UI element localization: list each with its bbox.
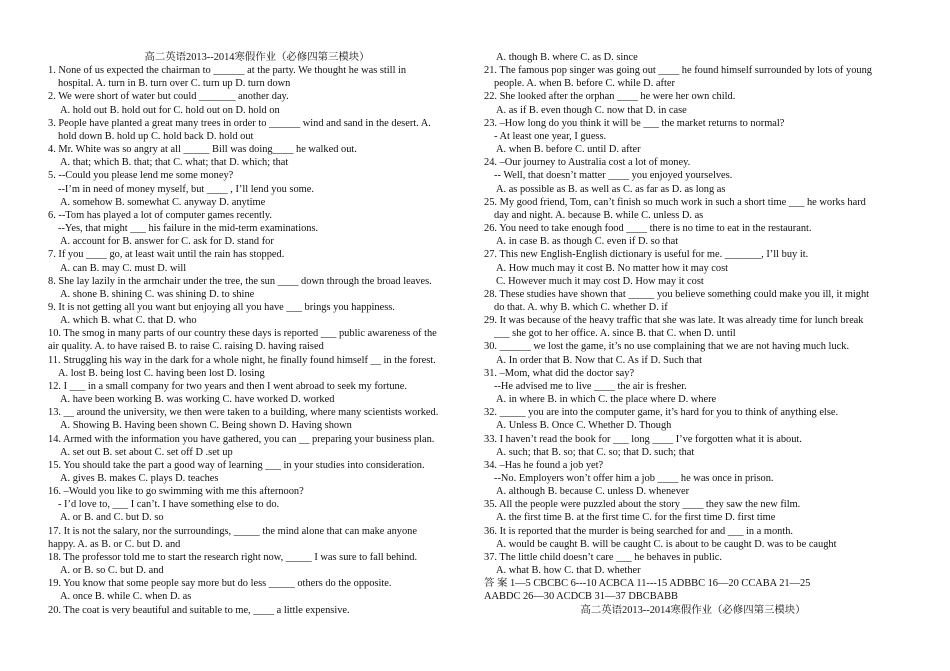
question-line: 9. It is not getting all you want but enjoying all you have ___ brings you happiness.	[48, 301, 395, 313]
question-line: A. In order that B. Now that C. As if D. Such that	[496, 354, 703, 366]
question-line: 29. It was because of the heavy traffic that she was late. It was already time for lunch break	[484, 315, 864, 327]
question-line: 3. People have planted a great many trees in order to ______ wind and sand in the desert. A.	[48, 117, 431, 129]
question-line: A. what B. how C. that D. whether	[496, 565, 641, 577]
question-line: 12. I ___ in a small company for two years and then I went abroad to seek my fortune.	[48, 380, 407, 392]
question-line: 4. Mr. White was so angry at all _____ Bill was doing____ he walked out.	[48, 144, 357, 156]
question-line: hospital. A. turn in B. turn over C. turn up D. turn down	[58, 78, 291, 90]
question-line: 19. You know that some people say more but do less _____ others do the opposite.	[48, 578, 392, 590]
question-line: - I’d love to, ___ I can’t. I have something else to do.	[58, 499, 280, 511]
question-line: 36. It is reported that the murder is being searched for and ___ in a month.	[484, 525, 794, 537]
question-line: 17. It is not the salary, nor the surroundings, _____ the mind alone that can make anyone	[48, 525, 417, 537]
right-question-list	[484, 51, 902, 577]
question-line: A. account for B. answer for C. ask for D. stand for	[60, 236, 274, 248]
answer-key-line-1: 答 案 1—5 CBCBC 6---10 ACBCA 11---15 ADBBC 16—20 CCABA 21—25	[484, 578, 811, 590]
question-line: people. A. when B. before C. while D. after	[494, 78, 675, 90]
question-line: --Yes, that might ___ his failure in the mid-term examinations.	[58, 223, 319, 235]
question-line: 25. My good friend, Tom, can’t finish so much work in such a short time ___ he works hard	[484, 196, 866, 208]
question-line: A. the first time B. at the first time C. for the first time D. first time	[496, 512, 776, 524]
question-line: 5. --Could you please lend me some money?	[48, 170, 234, 182]
answer-key-line-2: AABDC 26—30 ACDCB 31—37 DBCBABB	[484, 591, 678, 603]
question-line: A. although B. because C. unless D. whenever	[496, 486, 690, 498]
question-line: A. once B. while C. when D. as	[60, 591, 192, 603]
question-line: 26. You need to take enough food ____ there is no time to eat in the restaurant.	[484, 223, 812, 235]
question-line: 37. The little child doesn’t care ___ he behaves in public.	[484, 551, 722, 563]
left-column	[48, 51, 466, 617]
question-line: A. gives B. makes C. plays D. teaches	[60, 473, 219, 484]
question-line: 21. The famous pop singer was going out ____ he found himself surrounded by lots of young	[484, 65, 872, 77]
question-line: A. lost B. being lost C. having been lost D. losing	[58, 367, 265, 379]
footer-title: 高二英语2013--2014寒假作业（必修四第三模块）	[580, 604, 806, 616]
question-line: day and night. A. because B. while C. unless D. as	[494, 209, 704, 221]
left-question-list	[48, 64, 466, 617]
question-line: - At least one year, I guess.	[494, 130, 607, 142]
question-line: 30. ______ we lost the game, it’s no use complaining that we are not having much luck.	[484, 341, 850, 353]
question-line: A. when B. before C. until D. after	[496, 144, 641, 156]
question-line: 2. We were short of water but could _______ another day.	[48, 91, 289, 103]
right-column	[484, 51, 902, 617]
question-line: 8. She lay lazily in the armchair under the tree, the sun ____ down through the broad leaves.	[48, 275, 432, 287]
question-line: A. or B. so C. but D. and	[60, 565, 164, 577]
question-line: 31. –Mom, what did the doctor say?	[484, 367, 635, 379]
question-line: A. though B. where C. as D. since	[496, 52, 638, 63]
question-line: A. that; which B. that; that C. what; that D. which; that	[60, 157, 289, 169]
question-line: 10. The smog in many parts of our country these days is reported ___ public awareness of the	[48, 328, 437, 340]
document-title: 高二英语2013--2014寒假作业（必修四第三模块）	[144, 52, 370, 63]
question-line: --He advised me to live ____ the air is fresher.	[494, 380, 687, 392]
question-line: A. would be caught B. will be caught C. is about to be caught D. was to be caught	[496, 538, 837, 550]
question-line: A. set out B. set about C. set off D .set up	[60, 446, 233, 458]
question-line: 33. I haven’t read the book for ___ long ____ I’ve forgotten what it is about.	[484, 433, 802, 445]
question-line: 32. _____ you are into the computer game, it’s hard for you to think of anything else.	[484, 407, 839, 419]
question-line: A. hold out B. hold out for C. hold out on D. hold on	[60, 104, 280, 116]
question-line: A. shone B. shining C. was shining D. to shine	[60, 288, 255, 300]
question-line: 11. Struggling his way in the dark for a whole night, he finally found himself __ in the forest.	[48, 354, 436, 366]
question-line: hold down B. hold up C. hold back D. hold out	[58, 130, 254, 142]
question-line: A. or B. and C. but D. so	[60, 512, 164, 524]
question-line: air quality. A. to have raised B. to raise C. raising D. having raised	[48, 341, 324, 353]
question-line: 7. If you ____ go, at least wait until the rain has stopped.	[48, 249, 285, 261]
question-line: 14. Armed with the information you have gathered, you can __ preparing your business plan.	[48, 433, 435, 445]
question-line: 23. –How long do you think it will be ___ the market returns to normal?	[484, 117, 785, 129]
question-line: A. can B. may C. must D. will	[60, 262, 187, 274]
question-line: 22. She looked after the orphan ____ he were her own child.	[484, 91, 736, 103]
question-line: A. as possible as B. as well as C. as far as D. as long as	[496, 183, 726, 195]
question-line: 18. The professor told me to start the research right now, _____ I was sure to fall behind.	[48, 551, 418, 563]
question-line: --No. Employers won’t offer him a job ____ he was once in prison.	[494, 473, 774, 484]
question-line: A. which B. what C. that D. who	[60, 315, 197, 327]
question-line: 6. --Tom has played a lot of computer games recently.	[48, 209, 272, 221]
question-line: 15. You should take the part a good way of learning ___ in your studies into consideration.	[48, 459, 425, 471]
question-line: 35. All the people were puzzled about the story ____ they saw the new film.	[484, 499, 801, 511]
question-line: A. in where B. in which C. the place where D. where	[496, 394, 717, 406]
question-line: A. Unless B. Once C. Whether D. Though	[496, 420, 672, 432]
question-line: do that. A. why B. which C. whether D. if	[494, 301, 668, 313]
question-line: C. However much it may cost D. How may it cost	[496, 275, 704, 287]
question-line: A. as if B. even though C. now that D. in case	[496, 104, 687, 116]
question-line: 28. These studies have shown that _____ you believe something could make you ill, it might	[484, 288, 870, 300]
question-line: 1. None of us expected the chairman to ______ at the party. We thought he was still in	[48, 65, 407, 77]
question-line: 16. –Would you like to go swimming with me this afternoon?	[48, 486, 304, 498]
question-line: ___ she got to her office. A. since B. that C. when D. until	[494, 328, 736, 340]
question-line: --I’m in need of money myself, but ____ , I’ll lend you some.	[58, 183, 314, 195]
question-line: 34. –Has he found a job yet?	[484, 459, 604, 471]
question-line: A. have been working B. was working C. have worked D. worked	[60, 394, 335, 406]
question-line: A. Showing B. Having been shown C. Being shown D. Having shown	[60, 420, 352, 432]
question-line: A. somehow B. somewhat C. anyway D. anytime	[60, 196, 266, 208]
question-line: happy. A. as B. or C. but D. and	[48, 538, 181, 550]
question-line: A. How much may it cost B. No matter how it may cost	[496, 262, 729, 274]
question-line: 13. __ around the university, we then were taken to a building, where many scientists worked.	[48, 407, 439, 419]
question-line: 27. This new English-English dictionary is useful for me. _______, I’ll buy it.	[484, 249, 809, 261]
question-line: 20. The coat is very beautiful and suitable to me, ____ a little expensive.	[48, 604, 350, 616]
question-line: A. such; that B. so; that C. so; that D. such; that	[496, 446, 695, 458]
question-line: 24. –Our journey to Australia cost a lot of money.	[484, 157, 691, 169]
question-line: A. in case B. as though C. even if D. so that	[496, 236, 679, 248]
question-line: -- Well, that doesn’t matter ____ you enjoyed yourselves.	[494, 170, 733, 182]
